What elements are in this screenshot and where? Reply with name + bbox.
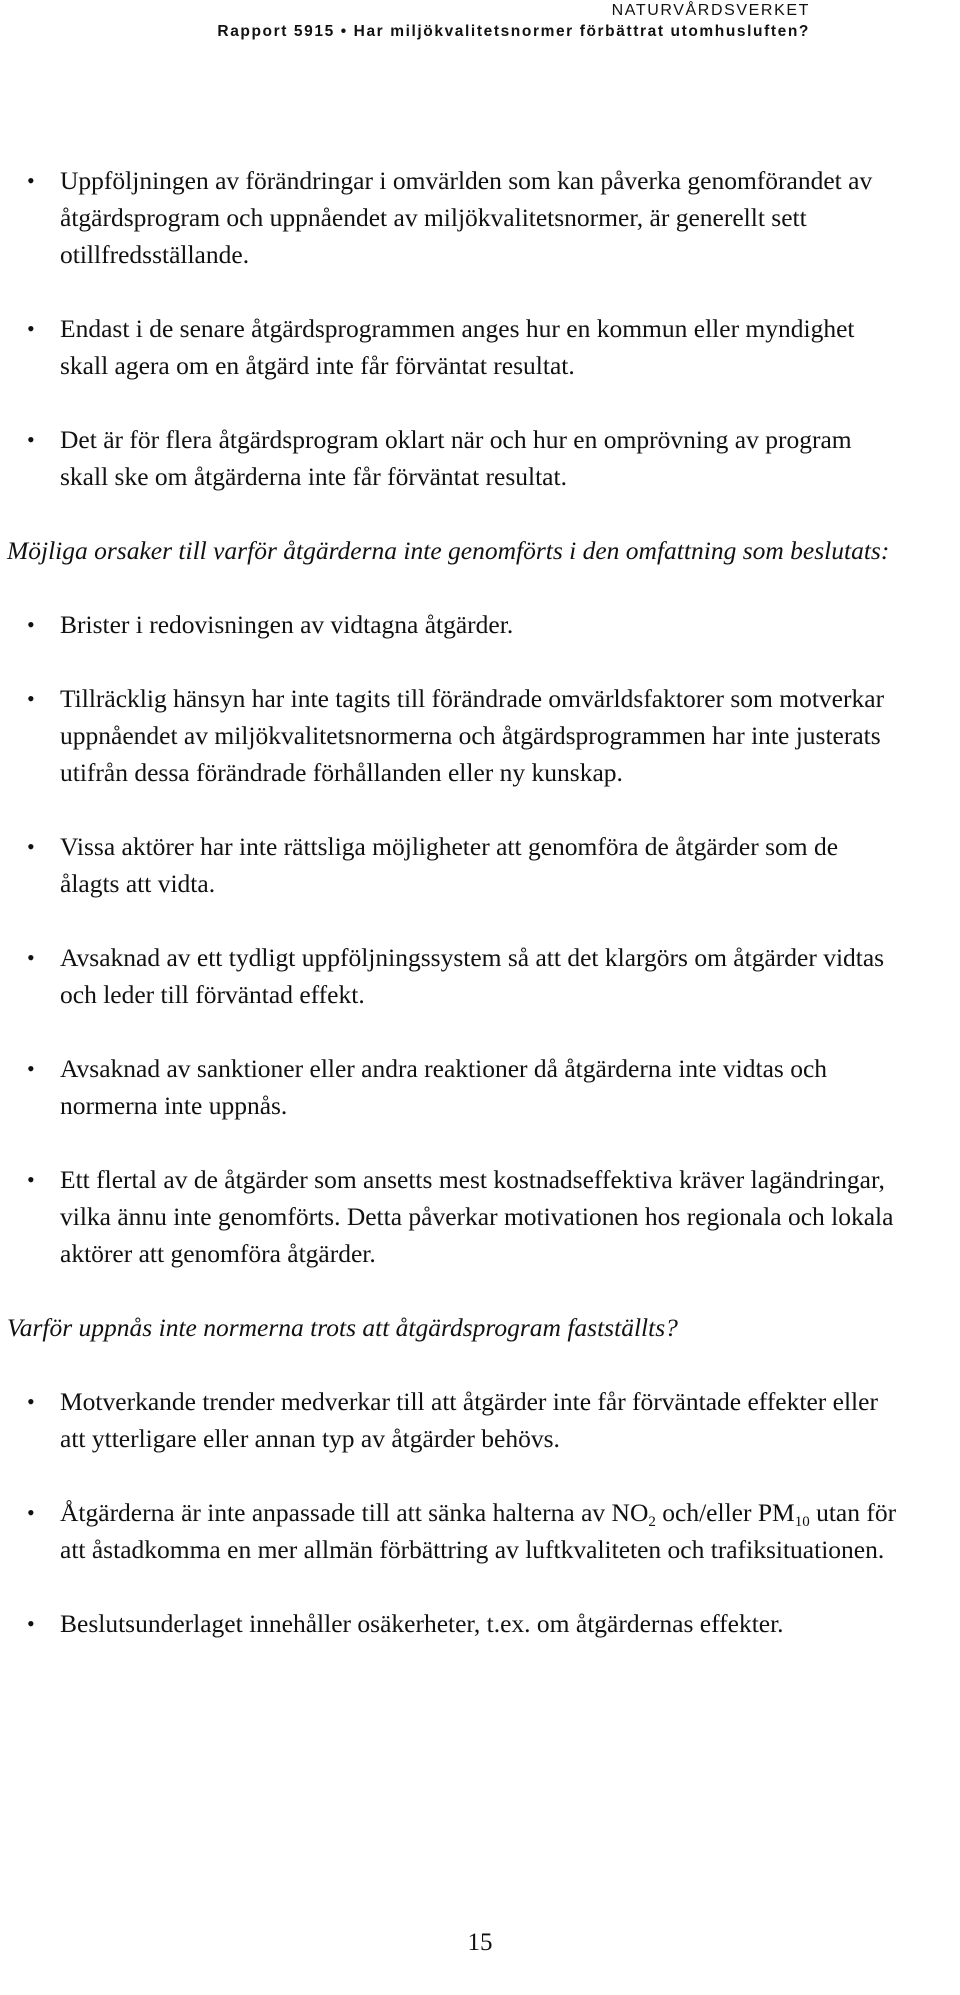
list-item xyxy=(7,1050,897,1124)
page-number: 15 xyxy=(467,1929,493,1956)
document-body xyxy=(7,162,897,1679)
list-item-text: Avsaknad av ett tydligt uppföljningssystem så att det klargörs om åtgärder vidtas och leder till förväntad effekt. xyxy=(60,943,885,1009)
findings-list xyxy=(7,162,897,495)
list-item xyxy=(7,1383,897,1457)
list-item-text: Ett flertal av de åtgärder som ansetts mest kostnadseffektiva kräver lagändringar, vilka ännu inte genomförts. Detta påverkar motivationen hos regionala och lokala aktörer att genomföra åtgärder. xyxy=(60,1165,894,1268)
list-item xyxy=(7,680,897,791)
list-item-text: Beslutsunderlaget innehåller osäkerheter, t.ex. om åtgärdernas effekter. xyxy=(60,1609,784,1638)
header-organization: NATURVÅRDSVERKET xyxy=(611,2,810,19)
list-item xyxy=(7,1605,897,1642)
list-item-text-part: utan för att åstadkomma en mer allmän förbättring av luftkvaliteten och trafiksituationen. xyxy=(60,1498,897,1564)
bullet-icon: • xyxy=(27,1500,35,1525)
bullet-icon: • xyxy=(27,1167,35,1192)
bullet-icon: • xyxy=(27,834,35,859)
list-item xyxy=(7,310,897,384)
reasons-list xyxy=(7,1383,897,1642)
list-item xyxy=(7,1494,897,1568)
subscript-pm10: 10 xyxy=(794,1514,810,1530)
bullet-icon: • xyxy=(27,945,35,970)
bullet-icon: • xyxy=(27,612,35,637)
section-heading-why-not-achieved: Varför uppnås inte normerna trots att åtgärdsprogram fastställts? xyxy=(7,1313,678,1342)
bullet-icon: • xyxy=(27,686,35,711)
list-item-text: Vissa aktörer har inte rättsliga möjligheter att genomföra de åtgärder som de ålagts att vidta. xyxy=(60,832,839,898)
list-item xyxy=(7,939,897,1013)
page-header xyxy=(217,0,810,42)
bullet-icon: • xyxy=(27,316,35,341)
bullet-icon: • xyxy=(27,168,35,193)
bullet-icon: • xyxy=(27,427,35,452)
list-item-text: Avsaknad av sanktioner eller andra reaktioner då åtgärderna inte vidtas och normerna inte uppnås. xyxy=(60,1054,828,1120)
bullet-icon: • xyxy=(27,1611,35,1636)
bullet-icon: • xyxy=(27,1389,35,1414)
list-item xyxy=(7,828,897,902)
list-item xyxy=(7,606,897,643)
causes-list xyxy=(7,606,897,1272)
section-heading-possible-causes: Möjliga orsaker till varför åtgärderna inte genomförts i den omfattning som beslutats: xyxy=(7,536,890,565)
list-item-text: Motverkande trender medverkar till att åtgärder inte får förväntade effekter eller att ytterligare eller annan typ av åtgärder behövs. xyxy=(60,1387,878,1453)
list-item xyxy=(7,162,897,273)
list-item xyxy=(7,421,897,495)
bullet-icon: • xyxy=(27,1056,35,1081)
list-item-text: Endast i de senare åtgärdsprogrammen anges hur en kommun eller myndighet skall agera om en åtgärd inte får förväntat resultat. xyxy=(60,314,855,380)
header-report-title: Rapport 5915 • Har miljökvalitetsnormer förbättrat utomhusluften? xyxy=(217,23,810,40)
subscript-no2: 2 xyxy=(648,1514,656,1530)
list-item-text: Tillräcklig hänsyn har inte tagits till förändrade omvärldsfaktorer som motverkar uppnåendet av miljökvalitetsnormerna och åtgärdsprogrammen har inte justerats utifrån dessa förändrade förhållanden eller ny kunskap. xyxy=(60,684,885,787)
list-item-text: Det är för flera åtgärdsprogram oklart när och hur en omprövning av program skall ske om åtgärderna inte får förväntat resultat. xyxy=(60,425,852,491)
list-item xyxy=(7,1161,897,1272)
list-item-text: Brister i redovisningen av vidtagna åtgärder. xyxy=(60,610,514,639)
list-item-text: Uppföljningen av förändringar i omvärlden som kan påverka genomförandet av åtgärdsprogram och uppnåendet av miljökvalitetsnormer, är generellt sett otillfredsställande. xyxy=(60,166,873,269)
list-item-text-part: Åtgärderna är inte anpassade till att sänka halterna av NO xyxy=(60,1498,649,1527)
list-item-text-part: och/eller PM xyxy=(655,1498,795,1527)
